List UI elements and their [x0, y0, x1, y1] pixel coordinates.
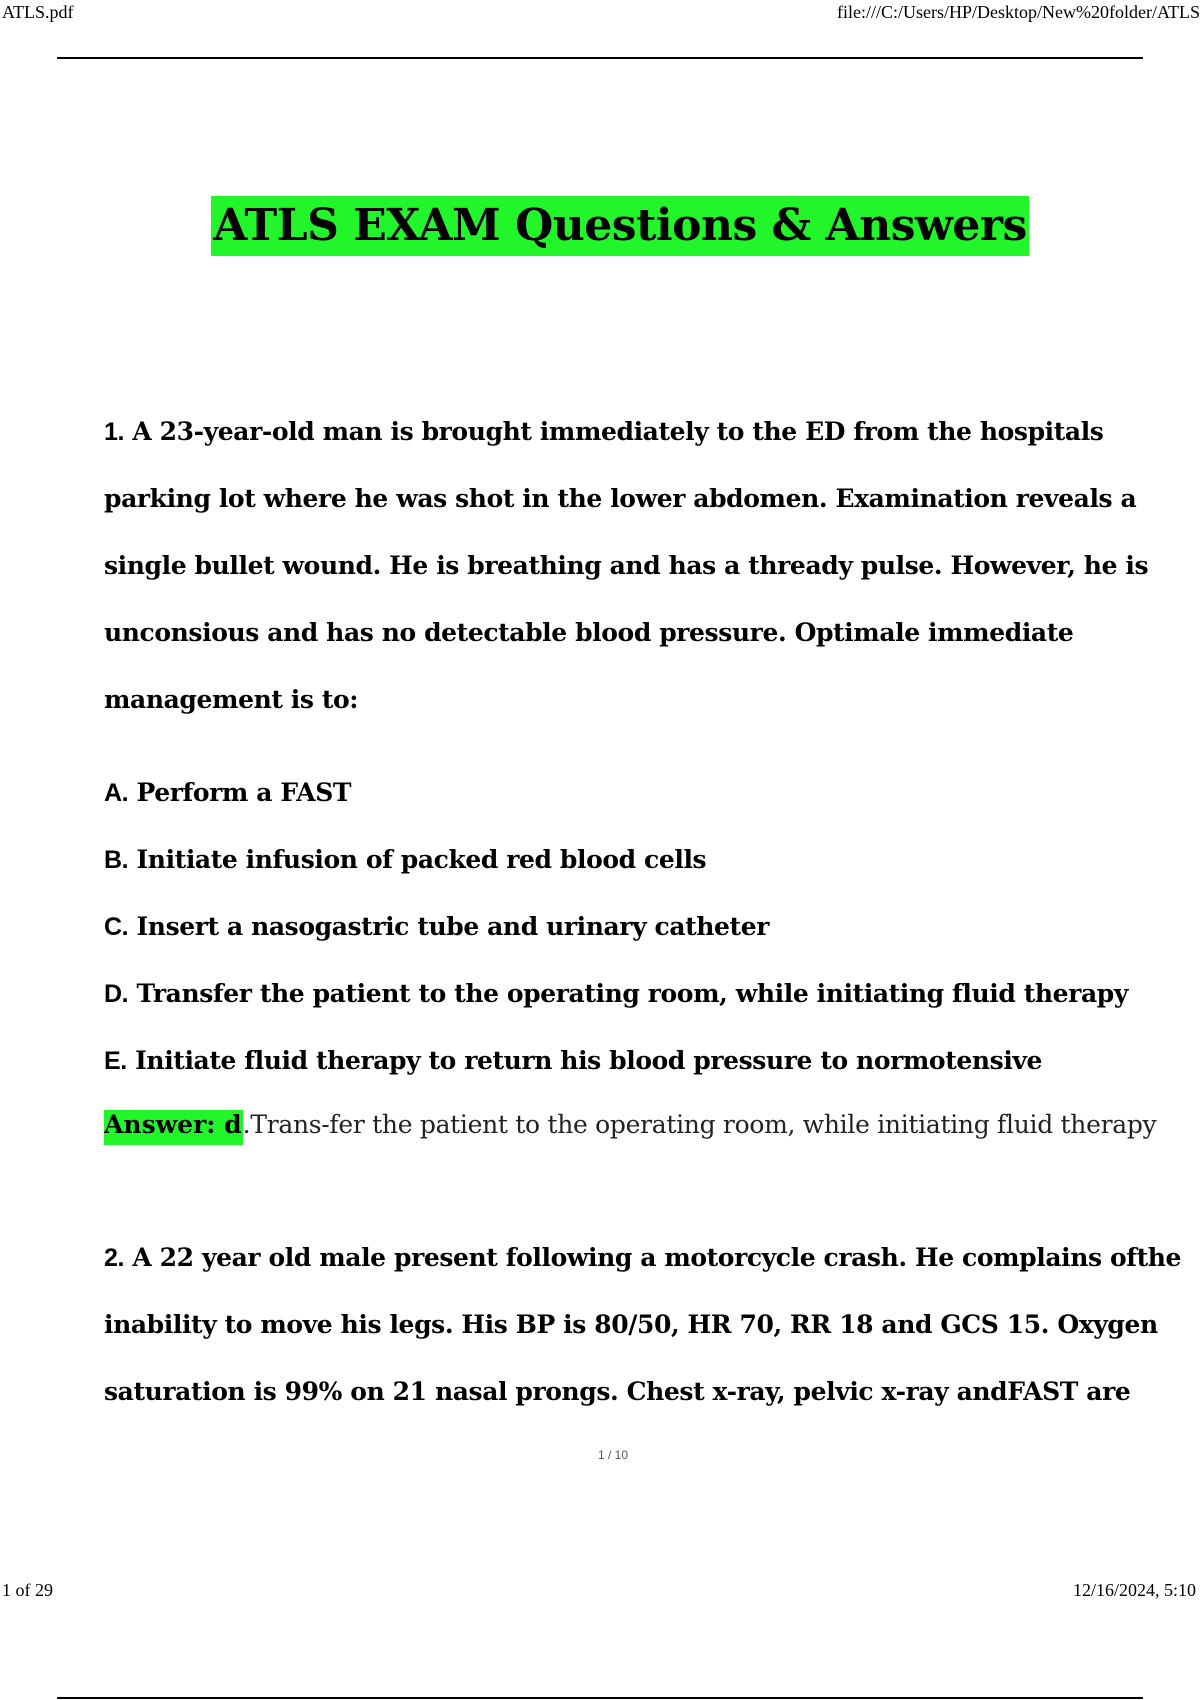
question-2 — [104, 1240, 1182, 1441]
option-d-text: Transfer the patient to the operating room, while initiating fluid therapy — [136, 979, 1128, 1008]
question-1-number: 1. — [104, 418, 125, 446]
answer-label: Answer: d — [104, 1110, 243, 1145]
option-c — [104, 909, 1124, 976]
option-e-letter: E. — [104, 1047, 127, 1075]
option-a — [104, 775, 1124, 842]
option-e — [104, 1043, 1124, 1110]
top-divider — [57, 57, 1143, 59]
option-c-text: Insert a nasogastric tube and urinary catheter — [136, 912, 769, 941]
question-1-line-3: single bullet wound. He is breathing and has a thready pulse. However, he is — [104, 551, 1149, 580]
pdf-page-indicator: 1 / 10 — [597, 1448, 629, 1462]
question-2-number: 2. — [104, 1244, 125, 1272]
browser-header-url: file:///C:/Users/HP/Desktop/New%20folder/ATLS — [837, 2, 1200, 22]
option-a-letter: A. — [104, 779, 129, 807]
browser-footer-datetime: 12/16/2024, 5:10 — [1072, 1580, 1196, 1600]
question-1 — [104, 414, 1149, 749]
browser-footer-page-count: 1 of 29 — [2, 1580, 53, 1600]
option-c-letter: C. — [104, 913, 129, 941]
question-1-options — [104, 775, 1128, 1110]
question-1-answer — [104, 1107, 1157, 1142]
question-2-line-1: 2. A 22 year old male present following a motorcycle crash. He complains ofthe — [104, 1243, 1182, 1272]
option-b — [104, 842, 1124, 909]
option-d-letter: D. — [104, 980, 129, 1008]
title-container — [0, 196, 1200, 256]
option-e-text: Initiate fluid therapy to return his blood pressure to normotensive — [135, 1046, 1043, 1075]
option-b-text: Initiate infusion of packed red blood cells — [136, 845, 707, 874]
browser-header-filename: ATLS.pdf — [2, 2, 74, 22]
question-2-line-3: saturation is 99% on 21 nasal prongs. Chest x-ray, pelvic x-ray andFAST are — [104, 1377, 1131, 1406]
option-a-text: Perform a FAST — [136, 778, 352, 807]
question-2-line-2: inability to move his legs. His BP is 80/50, HR 70, RR 18 and GCS 15. Oxygen — [104, 1310, 1158, 1339]
option-d — [104, 976, 1128, 1043]
option-b-letter: B. — [104, 846, 129, 874]
bottom-divider — [57, 1697, 1143, 1699]
question-1-line-2: parking lot where he was shot in the lower abdomen. Examination reveals a — [104, 484, 1137, 513]
answer-text: .Trans-fer the patient to the operating room, while initiating fluid therapy — [242, 1110, 1157, 1139]
question-1-line-4: unconsious and has no detectable blood pressure. Optimale immediate — [104, 618, 1074, 647]
question-1-line-5: management is to: — [104, 685, 359, 714]
page-title: ATLS EXAM Questions & Answers — [211, 196, 1029, 256]
question-1-line-1: 1. A 23-year-old man is brought immediately to the ED from the hospitals — [104, 417, 1104, 446]
